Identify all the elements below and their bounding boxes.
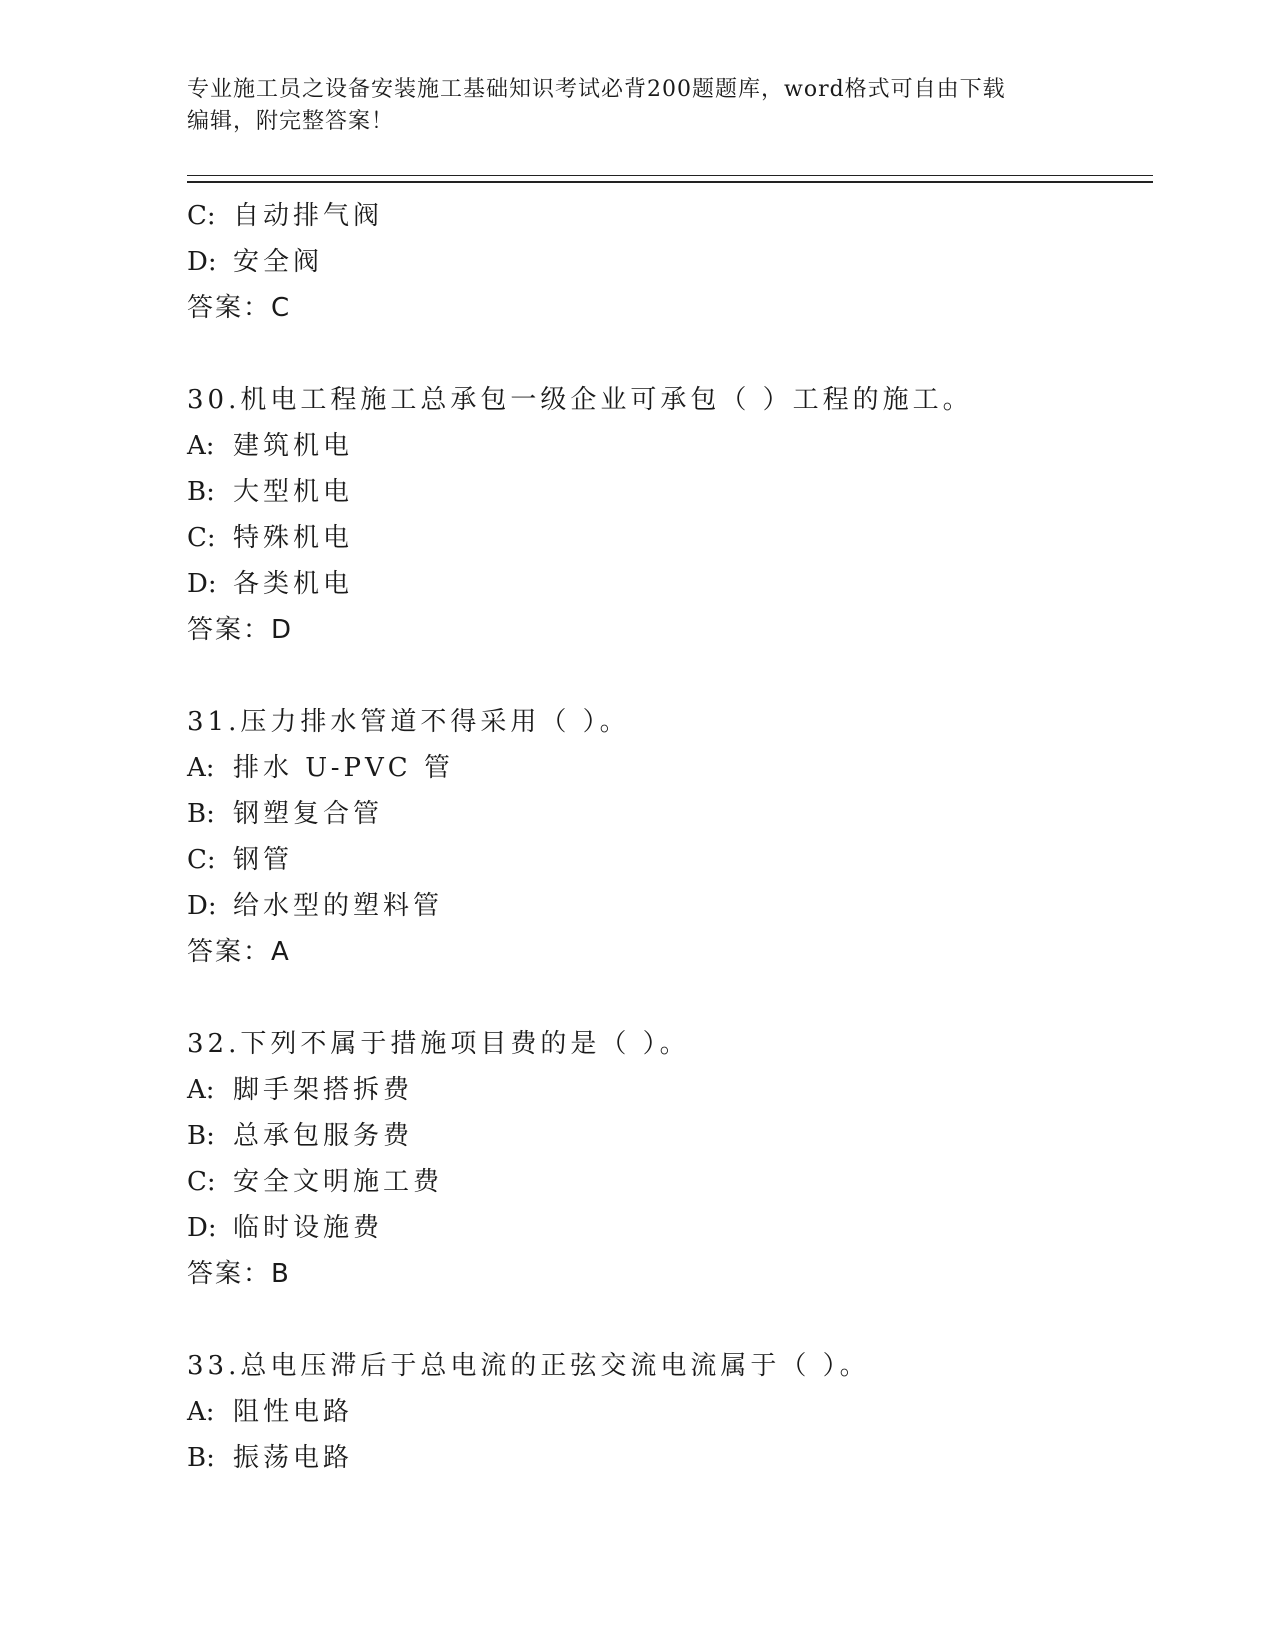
option-label: B: (187, 1443, 215, 1473)
option-text: 安全文明施工费 (233, 1167, 444, 1197)
header-line-2: 编辑，附完整答案！ (187, 109, 395, 134)
option-label: A: (187, 1075, 215, 1105)
option-text: 自动排气阀 (233, 201, 384, 231)
option-text: 钢管 (233, 845, 294, 875)
option-text: 阻性电路 (233, 1397, 354, 1427)
question-list (187, 193, 1147, 1481)
option-text: 钢塑复合管 (233, 799, 384, 829)
option-d (187, 561, 1147, 607)
option-label: B: (187, 477, 215, 507)
option-c (187, 515, 1147, 561)
option-label: C: (187, 201, 216, 231)
question-stem: 32.下列不属于措施项目费的是（ ）。 (187, 1029, 690, 1059)
option-b (187, 791, 1147, 837)
option-label: D: (187, 1213, 217, 1243)
spacer (187, 1297, 1147, 1343)
option-c (187, 1159, 1147, 1205)
option-text: 排水 U-PVC 管 (233, 753, 454, 783)
answer-line: 答案：D (187, 615, 294, 645)
option-c (187, 837, 1147, 883)
question-stem: 31.压力排水管道不得采用（ ）。 (187, 707, 630, 737)
option-d (187, 1205, 1147, 1251)
option-text: 振荡电路 (233, 1443, 354, 1473)
option-c (187, 193, 1147, 239)
option-label: B: (187, 1121, 215, 1151)
option-label: A: (187, 431, 215, 461)
answer-line: 答案：C (187, 293, 292, 323)
option-b (187, 1435, 1147, 1481)
header-rule-thick (187, 181, 1153, 183)
option-b (187, 1113, 1147, 1159)
option-label: C: (187, 523, 216, 553)
header-line-1: 专业施工员之设备安装施工基础知识考试必背200题题库，word格式可自由下载 (187, 77, 1006, 102)
spacer (187, 653, 1147, 699)
option-label: C: (187, 1167, 216, 1197)
option-label: D: (187, 891, 217, 921)
option-label: B: (187, 799, 215, 829)
option-text: 总承包服务费 (233, 1121, 414, 1151)
option-text: 特殊机电 (233, 523, 354, 553)
option-a (187, 423, 1147, 469)
option-label: D: (187, 247, 217, 277)
option-d (187, 239, 1147, 285)
question-stem: 33.总电压滞后于总电流的正弦交流电流属于（ ）。 (187, 1351, 870, 1381)
option-label: C: (187, 845, 216, 875)
option-text: 建筑机电 (233, 431, 354, 461)
answer-line: 答案：B (187, 1259, 291, 1289)
option-a (187, 1389, 1147, 1435)
option-text: 脚手架搭拆费 (233, 1075, 414, 1105)
option-text: 大型机电 (233, 477, 354, 507)
spacer (187, 975, 1147, 1021)
option-label: A: (187, 753, 215, 783)
option-text: 安全阀 (233, 247, 324, 277)
option-label: A: (187, 1397, 215, 1427)
spacer (187, 331, 1147, 377)
option-a (187, 1067, 1147, 1113)
answer-line: 答案：A (187, 937, 291, 967)
question-stem: 30.机电工程施工总承包一级企业可承包（ ）工程的施工。 (187, 385, 973, 415)
option-text: 给水型的塑料管 (233, 891, 444, 921)
option-text: 临时设施费 (233, 1213, 384, 1243)
option-b (187, 469, 1147, 515)
option-d (187, 883, 1147, 929)
option-label: D: (187, 569, 217, 599)
option-text: 各类机电 (233, 569, 354, 599)
header-rule-thin (187, 175, 1153, 176)
document-header (187, 74, 1087, 138)
option-a (187, 745, 1147, 791)
